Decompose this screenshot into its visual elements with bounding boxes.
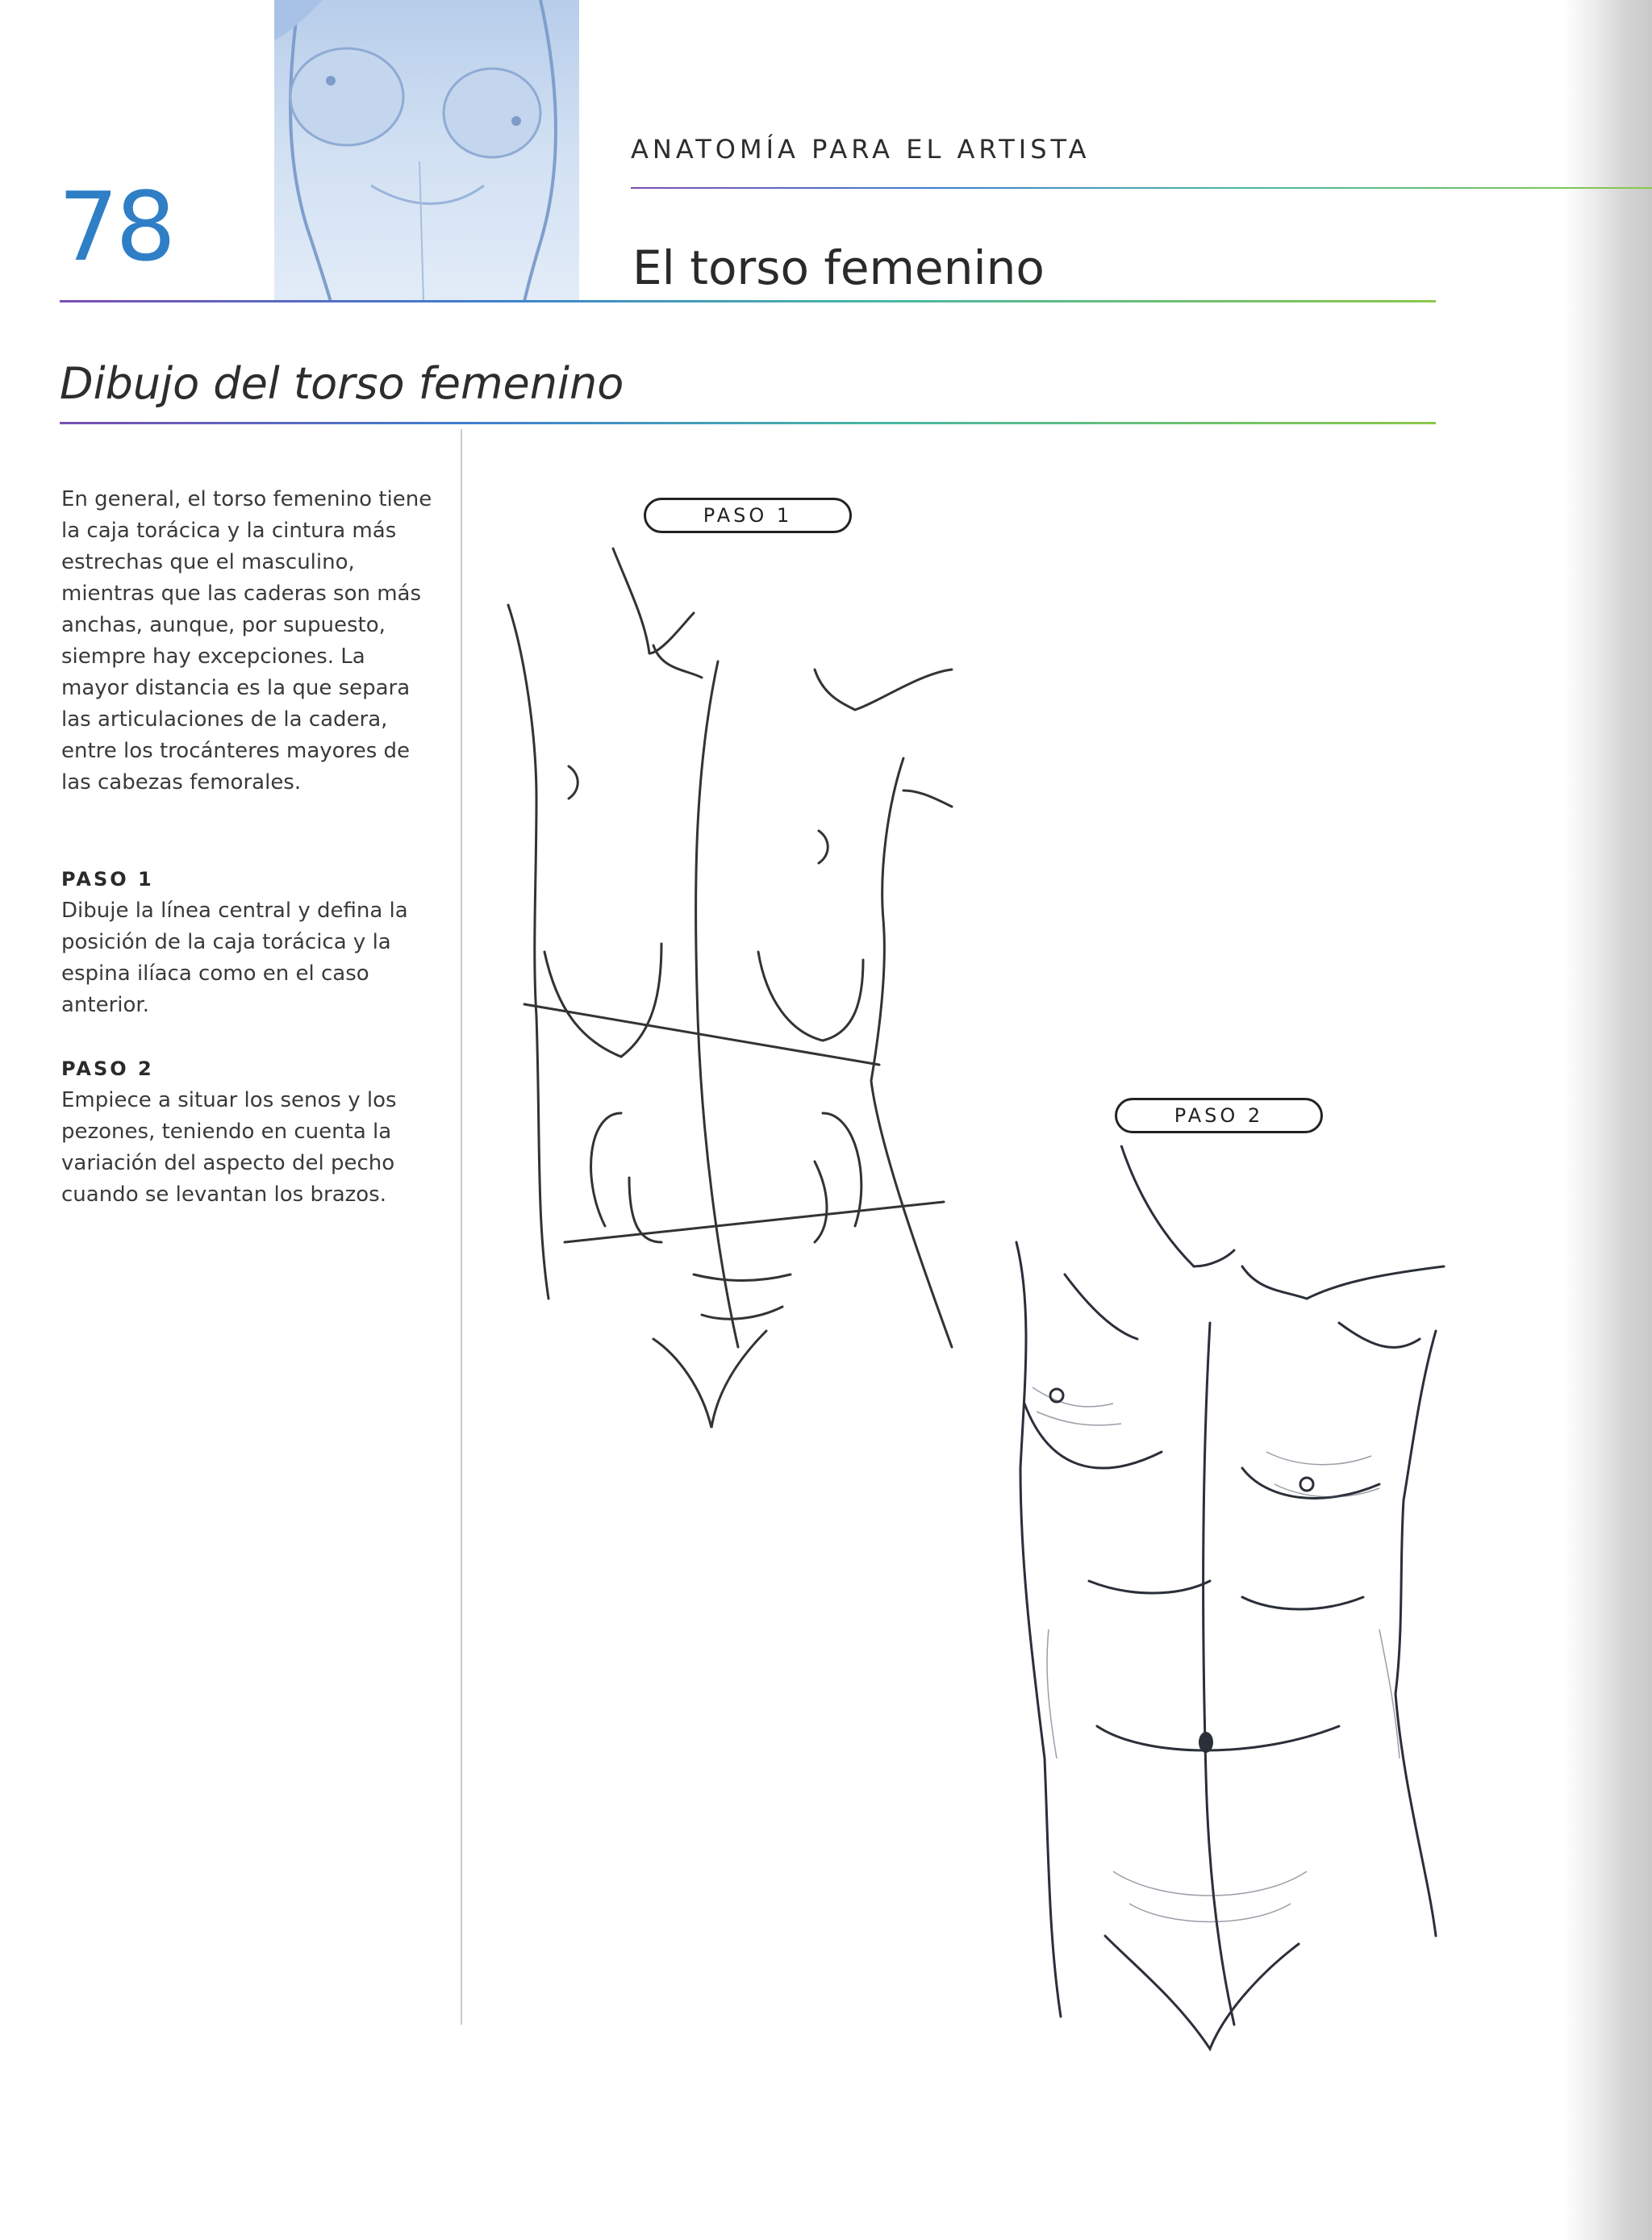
page-gutter-shadow — [1563, 0, 1652, 2240]
step-2-text: Empiece a situar los senos y los pezones, teniendo en cuenta la variación del aspecto del pecho cuando se levantan los brazos. — [61, 1088, 397, 1207]
step-1-sketch — [500, 532, 968, 1444]
chapter-title: El torso femenino — [632, 240, 1045, 295]
page-number: 78 — [58, 171, 173, 282]
running-head: ANATOMÍA PARA EL ARTISTA — [631, 134, 1091, 165]
section-title: Dibujo del torso femenino — [60, 358, 624, 409]
header-torso-illustration — [274, 0, 579, 302]
intro-paragraph: En general, el torso femenino tiene la caja torácica y la cintura más estrechas que el masculino, mientras que las caderas son más anchas, aunque, por supuesto, siempre hay excepciones. La mayor distancia es la que separa las articulaciones de la cadera, entre los trocánteres mayores de las cabezas femorales. — [61, 487, 432, 795]
step-1-badge: PASO 1 — [644, 498, 852, 533]
title-rule — [60, 300, 1436, 302]
header-rule — [631, 187, 1652, 189]
step-1-text: Dibuje la línea central y defina la posición de la caja torácica y la espina ilíaca como en el caso anterior. — [61, 899, 408, 1017]
column-divider — [461, 429, 462, 2025]
step-2-sketch — [1000, 1145, 1452, 2065]
step-1-label: PASO 1 — [61, 868, 154, 891]
section-rule — [60, 422, 1436, 424]
step-2-badge: PASO 2 — [1115, 1098, 1323, 1133]
step-2-label: PASO 2 — [61, 1057, 154, 1080]
